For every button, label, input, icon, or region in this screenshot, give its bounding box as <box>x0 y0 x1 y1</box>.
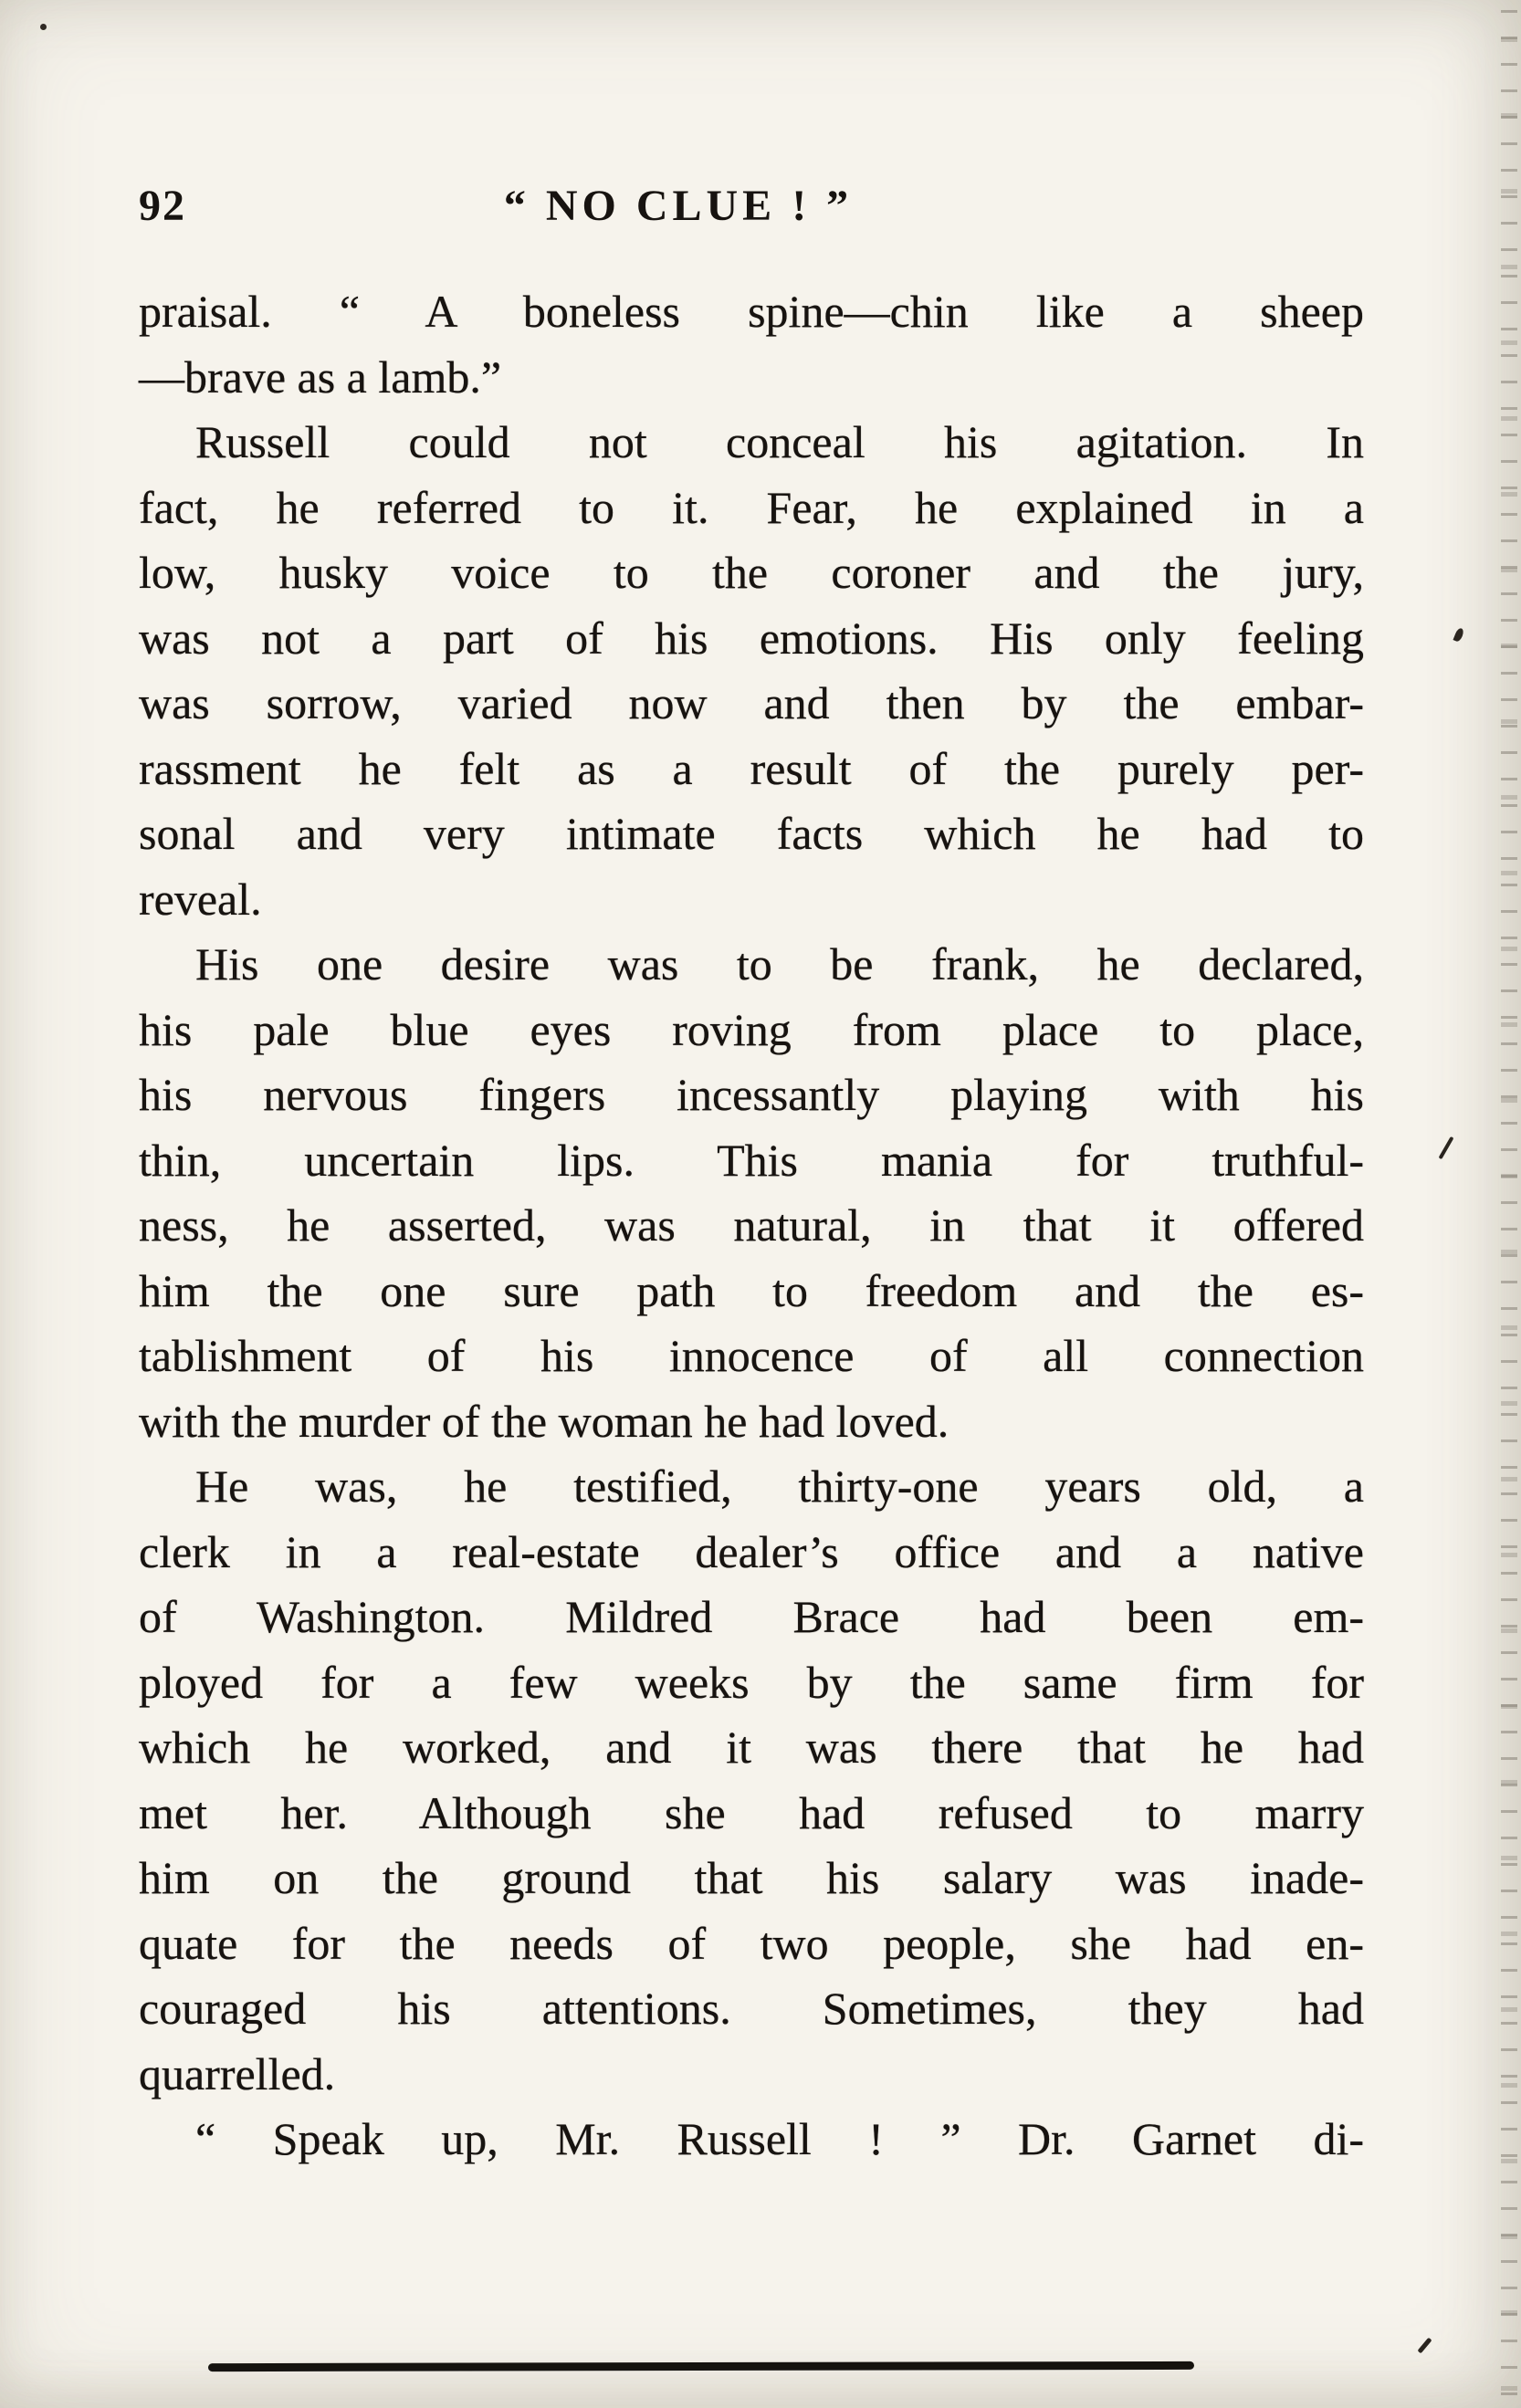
text-line: his pale blue eyes roving from place to place, <box>139 1003 1364 1055</box>
text-line: praisal. “ A boneless spine—chin like a sheep <box>139 286 1364 337</box>
text-line: fact, he referred to it. Fear, he explained in a <box>139 481 1364 533</box>
text-line: which he worked, and it was there that he had <box>139 1722 1364 1773</box>
text-line: ployed for a few weeks by the same firm for <box>139 1656 1364 1708</box>
text-line: tablishment of his innocence of all connection <box>139 1330 1364 1381</box>
text-line: thin, uncertain lips. This mania for truthful- <box>139 1134 1364 1186</box>
text-line: with the murder of the woman he had loved. <box>139 1395 949 1447</box>
text-line: Russell could not conceal his agitation. In <box>195 416 1364 467</box>
scan-speck <box>1453 627 1464 643</box>
text-line: rassment he felt as a result of the purely per- <box>139 742 1364 794</box>
text-line: was sorrow, varied now and then by the embar- <box>139 677 1364 728</box>
page-number: 92 <box>139 182 186 230</box>
text-line: him on the ground that his salary was inade- <box>139 1852 1364 1903</box>
scan-speck <box>1439 1136 1454 1159</box>
text-line: He was, he testified, thirty-one years old, a <box>195 1461 1364 1512</box>
text-line: ness, he asserted, was natural, in that it offered <box>139 1199 1364 1251</box>
scan-speck <box>1417 2338 1432 2354</box>
page-header <box>139 173 1364 239</box>
text-line: sonal and very intimate facts which he had to <box>139 808 1364 859</box>
text-line: couraged his attentions. Sometimes, they had <box>139 1983 1364 2034</box>
text-line: was not a part of his emotions. His only feeling <box>139 612 1364 664</box>
scan-right-edge-noise <box>1501 0 1517 2408</box>
running-title: “ NO CLUE ! ” <box>503 182 854 230</box>
scan-speck <box>40 24 47 30</box>
text-line: quarrelled. <box>139 2047 336 2099</box>
text-line: clerk in a real-estate dealer’s office and a native <box>139 1525 1364 1577</box>
text-line: —brave as a lamb.” <box>139 351 502 403</box>
text-line: quate for the needs of two people, she had en- <box>139 1917 1364 1969</box>
text-line: him the one sure path to freedom and the es- <box>139 1264 1364 1316</box>
text-line: of Washington. Mildred Brace had been em- <box>139 1591 1364 1642</box>
text-line: reveal. <box>139 873 262 925</box>
text-line: “ Speak up, Mr. Russell ! ” Dr. Garnet di- <box>195 2113 1364 2164</box>
text-line: His one desire was to be frank, he declared, <box>195 938 1364 989</box>
text-line: low, husky voice to the coroner and the jury, <box>139 547 1364 598</box>
text-line: met her. Although she had refused to marry <box>139 1786 1364 1838</box>
scan-bottom-edge-line <box>208 2361 1194 2371</box>
text-body <box>139 279 1364 2172</box>
text-line: his nervous fingers incessantly playing with his <box>139 1069 1364 1120</box>
